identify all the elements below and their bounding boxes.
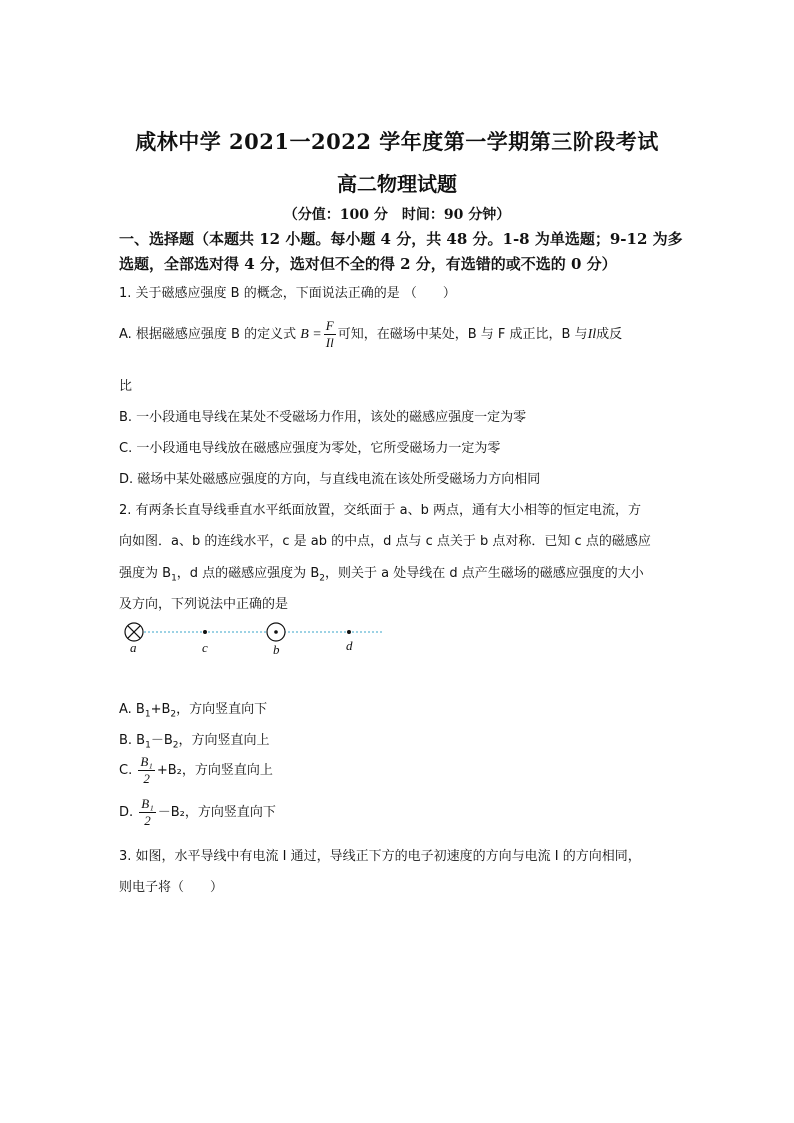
q1-stem: 1. 关于磁感应强度 B 的概念，下面说法正确的是 （ ） <box>119 286 456 301</box>
point-d-dot <box>347 630 351 634</box>
q2-opt-a-b2: +B <box>150 702 171 717</box>
q1-option-b: B. 一小段通电导线在某处不受磁场力作用，该处的磁感应强度一定为零 <box>119 410 527 425</box>
q2-stem-line2: 向如图．a、b 的连线水平，c 是 ab 的中点，d 点与 c 点关于 b 点对称．已知 c 点的磁感应 <box>119 534 651 549</box>
q3-stem-line2: 则电子将（ ） <box>119 880 224 895</box>
wire-a-into-page-icon <box>125 623 143 641</box>
q2-opt-a-b1: A. B <box>119 702 145 717</box>
q2-option-c <box>119 754 273 787</box>
q1-option-a-suffix: 成反 <box>596 327 623 342</box>
label-a: a <box>130 640 137 655</box>
q2-stem-line4: 及方向，下列说法中正确的是 <box>119 597 289 612</box>
q2-opt-b-sub1: 1 <box>145 740 151 751</box>
q2-opt-a-direction: ，方向竖直向下 <box>176 702 268 717</box>
q2-opt-c-suffix: +B₂，方向竖直向上 <box>156 763 273 778</box>
q3-stem-line1: 3. 如图，水平导线中有电流 I 通过，导线正下方的电子初速度的方向与电流 I 的方向相同， <box>119 849 641 864</box>
q2-opt-a-sub2: 2 <box>170 709 177 720</box>
section-heading-line1: 一、选择题（本题共 12 小题。每小题 4 分，共 48 分。1-8 为单选题；9-12 为多 <box>119 230 683 248</box>
q2-opt-c-fraction <box>138 754 154 787</box>
q2-opt-d-fraction <box>139 796 155 829</box>
q2-opt-c-den: 2 <box>143 771 150 786</box>
point-c-dot <box>203 630 207 634</box>
q2-line3-part-c: ，则关于 a 处导线在 d 点产生磁场的磁感应强度的大小 <box>324 566 644 581</box>
q1-frac-den: Il <box>325 335 334 350</box>
label-d: d <box>346 638 353 653</box>
q2-stem-line1: 2. 有两条长直导线垂直水平纸面放置，交纸面于 a、b 两点，通有大小相等的恒定电流，方 <box>119 503 642 518</box>
q2-wire-diagram <box>118 620 388 660</box>
q2-option-b <box>119 729 270 751</box>
q2-opt-a-sub1: 1 <box>144 709 151 720</box>
label-b: b <box>273 642 280 657</box>
section-heading-line2: 选题，全部选对得 4 分，选对但不全的得 2 分，有选错的或不选的 0 分） <box>119 255 617 273</box>
q1-frac-num: F <box>325 318 334 333</box>
q2-opt-b-sub2: 2 <box>172 740 179 751</box>
q2-opt-b-b1: B. B <box>119 733 146 748</box>
q1-formula-fraction <box>324 318 336 351</box>
q1-formula-lhs: B = <box>300 327 322 342</box>
q2-option-a <box>119 698 267 720</box>
wire-b-out-of-page-icon <box>267 623 285 641</box>
q2-opt-c-prefix: C. <box>119 763 137 778</box>
q1-option-a-continued: 比 <box>119 379 133 394</box>
q2-line3-part-a: 强度为 B <box>119 566 172 581</box>
q2-stem-line3 <box>119 562 644 584</box>
q2-option-d <box>119 796 276 829</box>
exam-meta: （分值：100 分 时间：90 分钟） <box>283 207 511 223</box>
q2-line3-sub2: 2 <box>319 573 325 584</box>
q2-line3-part-b: ，d 点的磁感应强度为 B <box>176 566 320 581</box>
q2-opt-c-num: B₁ <box>140 754 153 769</box>
q2-opt-d-den: 2 <box>144 813 151 828</box>
q2-opt-d-prefix: D. <box>119 805 138 820</box>
q2-opt-b-direction: ，方向竖直向上 <box>178 733 270 748</box>
q2-line3-sub1: 1 <box>171 573 177 584</box>
exam-subtitle: 高二物理试题 <box>337 172 457 196</box>
q1-option-c: C. 一小段通电导线放在磁感应强度为零处，它所受磁场力一定为零 <box>119 441 501 456</box>
q1-option-a-mid: 可知，在磁场中某处，B 与 F 成正比，B 与 <box>337 327 588 342</box>
q1-option-d: D. 磁场中某处磁感应强度的方向，与直线电流在该处所受磁场力方向相同 <box>119 472 541 487</box>
label-c: c <box>202 640 208 655</box>
q1-option-a-il: Il <box>587 327 597 342</box>
q1-option-a <box>119 318 622 351</box>
q1-option-a-prefix: A. 根据磁感应强度 B 的定义式 <box>119 327 301 342</box>
q2-opt-d-num: B₁ <box>141 796 154 811</box>
exam-title: 咸林中学 2021一2022 学年度第一学期第三阶段考试 <box>135 129 659 154</box>
q2-opt-d-suffix: －B₂，方向竖直向下 <box>157 805 276 820</box>
q2-opt-b-b2: －B <box>150 733 173 748</box>
